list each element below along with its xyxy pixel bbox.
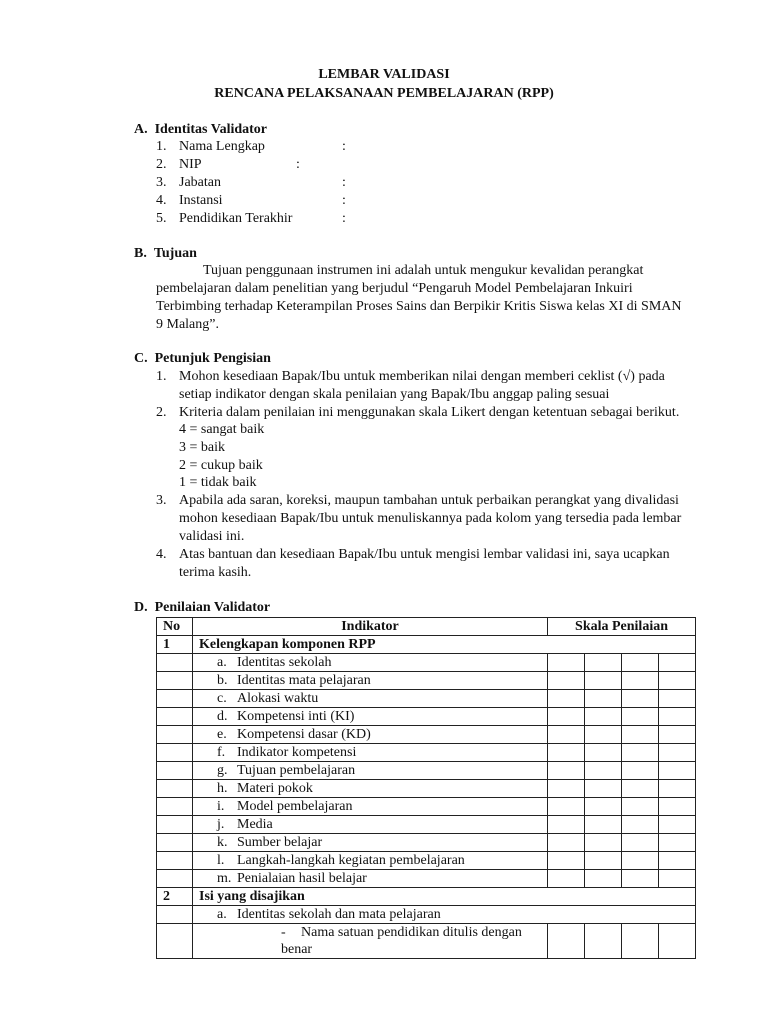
- score-cell[interactable]: [659, 780, 696, 798]
- instruction-num: 1.: [156, 369, 167, 384]
- indicator-cell: [193, 726, 548, 744]
- row-no-cell: [157, 654, 193, 672]
- row-no-cell: [157, 744, 193, 762]
- indicator-text: Penialaian hasil belajar: [237, 871, 367, 886]
- score-cell[interactable]: [622, 780, 659, 798]
- score-cell[interactable]: [659, 870, 696, 888]
- group-title: Kelengkapan komponen RPP: [193, 636, 696, 654]
- indicator-cell: [193, 762, 548, 780]
- row-no-cell: [157, 906, 193, 924]
- identity-label: NIP: [179, 157, 202, 172]
- section-d-heading: D. Penilaian Validator: [134, 600, 271, 615]
- table-row: [157, 762, 696, 780]
- table-row: [157, 816, 696, 834]
- table-row: [157, 834, 696, 852]
- indicator-cell: [193, 708, 548, 726]
- identity-label: Instansi: [179, 193, 223, 208]
- instruction-num: 3.: [156, 493, 167, 508]
- indicator-cell: [193, 870, 548, 888]
- header-indikator: Indikator: [193, 618, 548, 636]
- indicator-text: Tujuan pembelajaran: [237, 763, 356, 778]
- score-cell[interactable]: [585, 798, 622, 816]
- section-c-heading: C. Petunjuk Pengisian: [134, 351, 271, 366]
- indicator-letter: k.: [217, 835, 228, 850]
- header-no: No: [157, 618, 193, 636]
- row-no-cell: [157, 924, 193, 959]
- indicator-letter: j.: [217, 817, 225, 832]
- instruction-line: setiap indikator dengan skala penilaian yang Bapak/Ibu anggap paling sesuai: [179, 387, 610, 402]
- purpose-line: Tujuan penggunaan instrumen ini adalah untuk mengukur kevalidan perangkat: [203, 263, 644, 278]
- identity-colon: :: [296, 157, 300, 172]
- score-cell[interactable]: [659, 852, 696, 870]
- score-cell[interactable]: [585, 924, 622, 959]
- indicator-text: Sumber belajar: [237, 835, 323, 850]
- indicator-cell: [193, 816, 548, 834]
- indicator-letter: m.: [217, 871, 232, 886]
- score-cell[interactable]: [622, 762, 659, 780]
- instruction-line: Atas bantuan dan kesediaan Bapak/Ibu untuk mengisi lembar validasi ini, saya ucapkan: [179, 547, 670, 562]
- score-cell[interactable]: [548, 780, 585, 798]
- instruction-line: Apabila ada saran, koreksi, maupun tambahan untuk perbaikan perangkat yang divalidasi: [179, 493, 679, 508]
- table-row: [157, 870, 696, 888]
- score-cell[interactable]: [659, 924, 696, 959]
- row-no-cell: [157, 852, 193, 870]
- row-no-cell: [157, 798, 193, 816]
- identity-label: Jabatan: [179, 175, 221, 190]
- likert-line: 4 = sangat baik: [179, 422, 265, 437]
- indicator-cell: [193, 780, 548, 798]
- indicator-text: Nama satuan pendidikan ditulis dengan benar: [281, 925, 522, 957]
- score-cell[interactable]: [585, 708, 622, 726]
- score-cell[interactable]: [548, 798, 585, 816]
- score-cell[interactable]: [659, 726, 696, 744]
- indicator-letter: c.: [217, 691, 227, 706]
- row-no-cell: [157, 726, 193, 744]
- score-cell[interactable]: [585, 654, 622, 672]
- score-cell[interactable]: [585, 672, 622, 690]
- indicator-letter: l.: [217, 853, 225, 868]
- identity-colon: :: [342, 211, 346, 226]
- indicator-text: Identitas sekolah dan mata pelajaran: [237, 907, 441, 922]
- table-row: [157, 690, 696, 708]
- score-cell[interactable]: [659, 708, 696, 726]
- indicator-letter: i.: [217, 799, 225, 814]
- score-cell[interactable]: [548, 744, 585, 762]
- subgroup-row: [157, 906, 696, 924]
- score-cell[interactable]: [585, 744, 622, 762]
- table-row: [157, 726, 696, 744]
- score-cell[interactable]: [622, 654, 659, 672]
- instruction-line: terima kasih.: [179, 565, 252, 580]
- indicator-text: Identitas mata pelajaran: [237, 673, 371, 688]
- score-cell[interactable]: [548, 672, 585, 690]
- likert-line: 1 = tidak baik: [179, 475, 257, 490]
- score-cell[interactable]: [548, 762, 585, 780]
- indicator-letter: -: [281, 925, 286, 940]
- table-row: [157, 852, 696, 870]
- score-cell[interactable]: [622, 708, 659, 726]
- score-cell[interactable]: [585, 816, 622, 834]
- table-header-row: [157, 618, 696, 636]
- indicator-text: Kompetensi inti (KI): [237, 709, 355, 724]
- identity-num: 3.: [156, 175, 167, 190]
- group-title: Isi yang disajikan: [193, 888, 696, 906]
- score-cell[interactable]: [622, 924, 659, 959]
- identity-colon: :: [342, 175, 346, 190]
- indicator-cell: [193, 672, 548, 690]
- table-row: [157, 924, 696, 959]
- score-cell[interactable]: [585, 852, 622, 870]
- score-cell[interactable]: [622, 726, 659, 744]
- score-cell[interactable]: [622, 816, 659, 834]
- score-cell[interactable]: [622, 744, 659, 762]
- score-cell[interactable]: [585, 690, 622, 708]
- identity-num: 2.: [156, 157, 167, 172]
- score-cell[interactable]: [548, 654, 585, 672]
- section-b-heading: B. Tujuan: [134, 246, 197, 261]
- indicator-text: Media: [237, 817, 273, 832]
- group-row: [157, 636, 696, 654]
- indicator-text: Alokasi waktu: [237, 691, 319, 706]
- purpose-line: 9 Malang”.: [156, 317, 219, 332]
- score-cell[interactable]: [659, 672, 696, 690]
- indicator-letter: e.: [217, 727, 227, 742]
- score-cell[interactable]: [548, 834, 585, 852]
- identity-num: 1.: [156, 139, 167, 154]
- row-no-cell: [157, 672, 193, 690]
- row-no-cell: [157, 780, 193, 798]
- score-cell[interactable]: [548, 924, 585, 959]
- score-cell[interactable]: [585, 762, 622, 780]
- score-cell[interactable]: [585, 834, 622, 852]
- score-cell[interactable]: [622, 672, 659, 690]
- table-row: [157, 744, 696, 762]
- indicator-text: Langkah-langkah kegiatan pembelajaran: [237, 853, 465, 868]
- title-line-2: RENCANA PELAKSANAAN PEMBELAJARAN (RPP): [214, 86, 554, 101]
- table-row: [157, 708, 696, 726]
- indicator-text: Model pembelajaran: [237, 799, 353, 814]
- table-row: [157, 654, 696, 672]
- row-no-cell: [157, 870, 193, 888]
- indicator-letter: a.: [217, 655, 227, 670]
- purpose-line: Terbimbing terhadap Keterampilan Proses Sains dan Berpikir Kritis Siswa kelas XI di SMAN: [156, 299, 682, 314]
- score-cell[interactable]: [548, 690, 585, 708]
- score-cell[interactable]: [585, 780, 622, 798]
- instruction-line: Mohon kesediaan Bapak/Ibu untuk memberikan nilai dengan memberi ceklist (√) pada: [179, 369, 665, 384]
- indicator-letter: b.: [217, 673, 228, 688]
- indicator-letter: h.: [217, 781, 228, 796]
- indicator-cell: [193, 654, 548, 672]
- instruction-line: Kriteria dalam penilaian ini menggunakan skala Likert dengan ketentuan sebagai berikut.: [179, 405, 680, 420]
- score-cell[interactable]: [659, 690, 696, 708]
- identity-label: Nama Lengkap: [179, 139, 265, 154]
- instruction-line: validasi ini.: [179, 529, 245, 544]
- score-cell[interactable]: [622, 870, 659, 888]
- purpose-line: pembelajaran dalam penelitian yang berjudul “Pengaruh Model Pembelajaran Inkuiri: [156, 281, 633, 296]
- title-line-1: LEMBAR VALIDASI: [318, 67, 450, 82]
- section-a-heading: A. Identitas Validator: [134, 122, 268, 137]
- score-cell[interactable]: [659, 834, 696, 852]
- indicator-letter: d.: [217, 709, 228, 724]
- indicator-cell: [193, 834, 548, 852]
- group-no: 1: [157, 636, 193, 654]
- validation-table: [156, 617, 696, 959]
- instruction-line: mohon kesediaan Bapak/Ibu untuk menuliskannya pada kolom yang tersedia pada lembar: [179, 511, 682, 526]
- indicator-cell: [193, 690, 548, 708]
- table-row: [157, 780, 696, 798]
- indicator-text: Kompetensi dasar (KD): [237, 727, 371, 742]
- score-cell[interactable]: [548, 870, 585, 888]
- score-cell[interactable]: [548, 852, 585, 870]
- identity-label: Pendidikan Terakhir: [179, 211, 293, 226]
- indicator-text: Indikator kompetensi: [237, 745, 357, 760]
- table-row: [157, 798, 696, 816]
- score-cell[interactable]: [622, 798, 659, 816]
- row-no-cell: [157, 762, 193, 780]
- group-row: [157, 888, 696, 906]
- score-cell[interactable]: [659, 744, 696, 762]
- score-cell[interactable]: [659, 762, 696, 780]
- indicator-cell: [193, 744, 548, 762]
- score-cell[interactable]: [548, 816, 585, 834]
- table-row: [157, 672, 696, 690]
- indicator-cell: [193, 852, 548, 870]
- likert-line: 3 = baik: [179, 440, 225, 455]
- identity-colon: :: [342, 139, 346, 154]
- score-cell[interactable]: [659, 816, 696, 834]
- identity-num: 4.: [156, 193, 167, 208]
- indicator-cell: [193, 798, 548, 816]
- indicator-cell: [193, 924, 548, 959]
- row-no-cell: [157, 834, 193, 852]
- score-cell[interactable]: [585, 726, 622, 744]
- likert-line: 2 = cukup baik: [179, 458, 263, 473]
- score-cell[interactable]: [622, 852, 659, 870]
- group-no: 2: [157, 888, 193, 906]
- indicator-text: Materi pokok: [237, 781, 313, 796]
- indicator-letter: g.: [217, 763, 228, 778]
- instruction-num: 4.: [156, 547, 167, 562]
- score-cell[interactable]: [622, 690, 659, 708]
- identity-colon: :: [342, 193, 346, 208]
- row-no-cell: [157, 816, 193, 834]
- score-cell[interactable]: [622, 834, 659, 852]
- identity-num: 5.: [156, 211, 167, 226]
- row-no-cell: [157, 690, 193, 708]
- score-cell[interactable]: [659, 798, 696, 816]
- score-cell[interactable]: [585, 870, 622, 888]
- indicator-letter: f.: [217, 745, 226, 760]
- score-cell[interactable]: [548, 708, 585, 726]
- header-skala: Skala Penilaian: [548, 618, 696, 636]
- indicator-letter: a.: [217, 907, 227, 922]
- subgroup-cell: [193, 906, 696, 924]
- score-cell[interactable]: [659, 654, 696, 672]
- score-cell[interactable]: [548, 726, 585, 744]
- indicator-text: Identitas sekolah: [237, 655, 332, 670]
- instruction-num: 2.: [156, 405, 167, 420]
- row-no-cell: [157, 708, 193, 726]
